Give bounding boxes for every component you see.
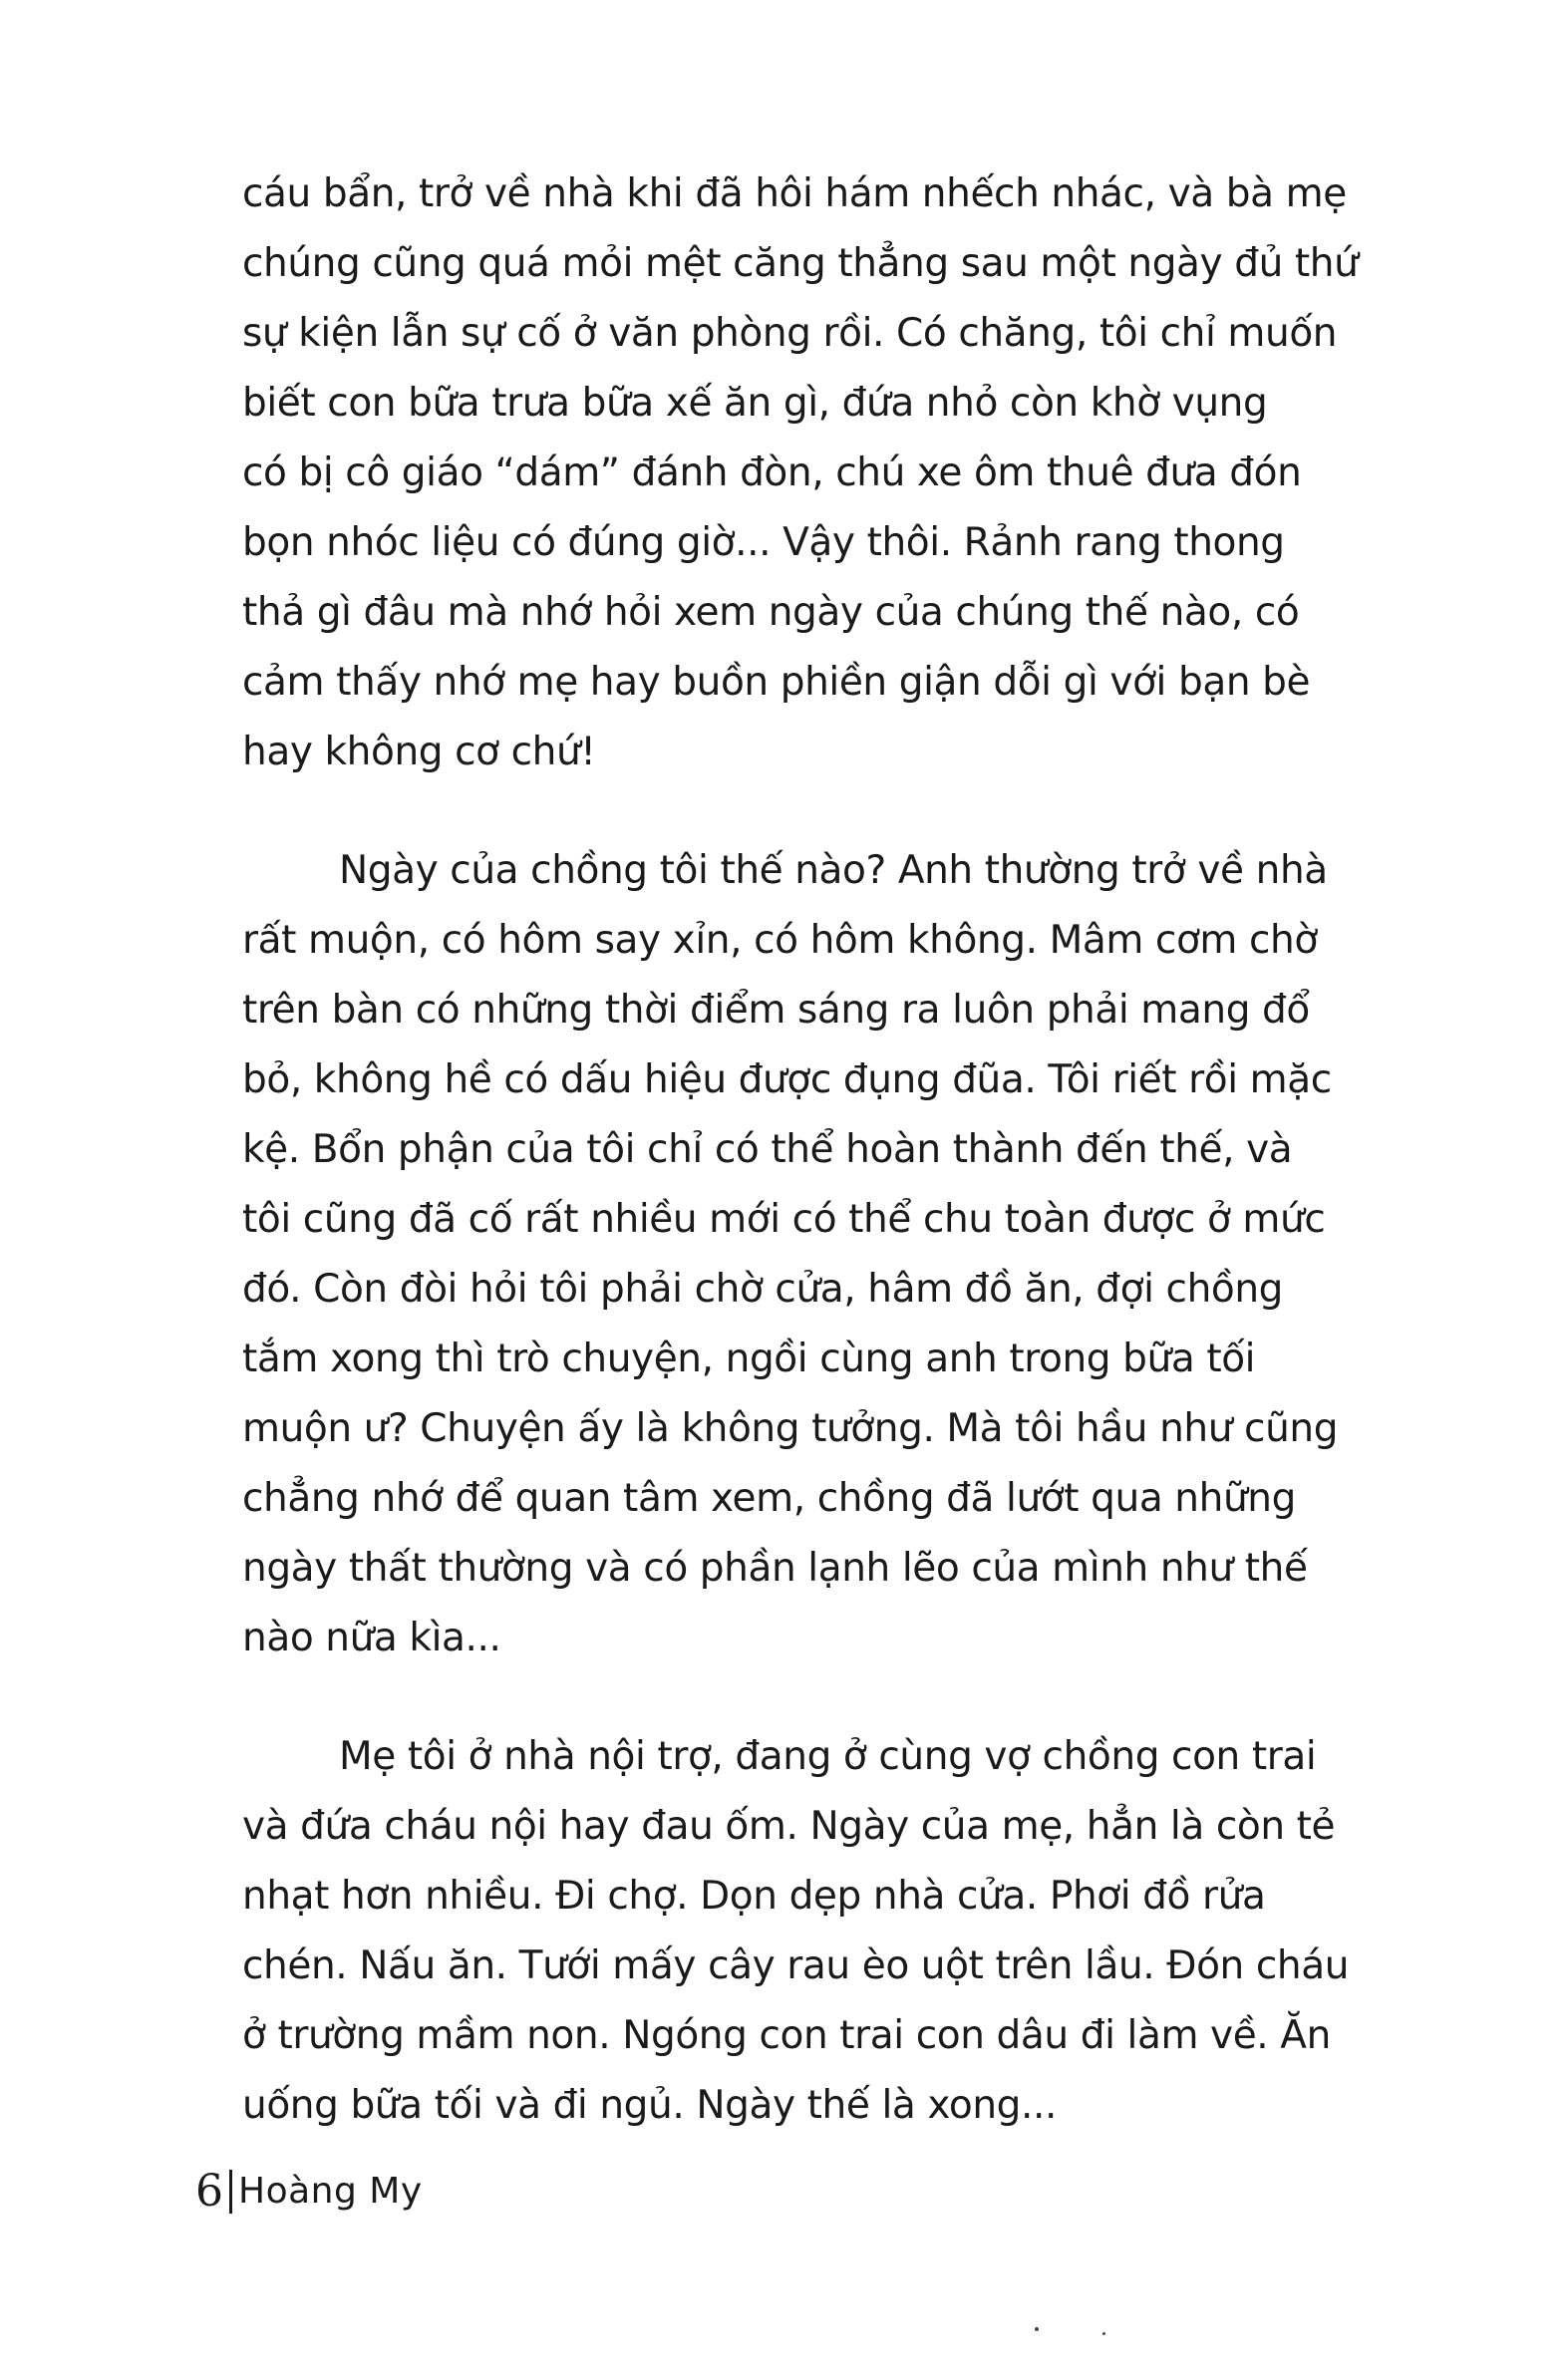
text-line: rất muộn, có hôm say xỉn, có hôm không. Mâm cơm chờ: [242, 918, 1318, 963]
text-line: chẳng nhớ để quan tâm xem, chồng đã lướt qua những: [242, 1476, 1296, 1521]
text-line: và đứa cháu nội hay đau ốm. Ngày của mẹ, hẳn là còn tẻ: [242, 1804, 1336, 1849]
text-line: chén. Nấu ăn. Tưới mấy cây rau èo uột trên lầu. Đón cháu: [242, 1943, 1350, 1988]
text-line: sự kiện lẫn sự cố ở văn phòng rồi. Có chăng, tôi chỉ muốn: [242, 311, 1338, 356]
text-line: biết con bữa trưa bữa xế ăn gì, đứa nhỏ còn khờ vụng: [242, 381, 1268, 426]
text-line: tôi cũng đã cố rất nhiều mới có thể chu toàn được ở mức: [242, 1197, 1326, 1242]
text-line: uống bữa tối và đi ngủ. Ngày thế là xong...: [242, 2083, 1057, 2128]
page-number: 6: [195, 2166, 223, 2217]
text-line: ngày thất thường và có phần lạnh lẽo của mình như thế: [242, 1546, 1308, 1591]
text-line: ở trường mầm non. Ngóng con trai con dâu đi làm về. Ăn: [242, 2013, 1331, 2058]
text-line: chúng cũng quá mỏi mệt căng thẳng sau một ngày đủ thứ: [242, 241, 1359, 286]
text-line: Ngày của chồng tôi thế nào? Anh thường trở về nhà: [339, 848, 1328, 893]
paragraph-gap: [242, 1673, 1329, 1722]
body-text: [242, 159, 1359, 2141]
text-line: nào nữa kìa...: [242, 1616, 501, 1660]
paragraph-2: [242, 836, 1339, 1673]
text-line: hay không cơ chứ!: [242, 730, 596, 774]
scan-speck: [1102, 2332, 1105, 2335]
text-line: nhạt hơn nhiều. Đi chợ. Dọn dẹp nhà cửa. Phơi đồ rửa: [242, 1874, 1266, 1919]
paragraph-gap: [242, 787, 1329, 836]
text-line: đó. Còn đòi hỏi tôi phải chờ cửa, hâm đồ ăn, đợi chồng: [242, 1267, 1284, 1312]
text-line: cảm thấy nhớ mẹ hay buồn phiền giận dỗi gì với bạn bè: [242, 660, 1311, 705]
scan-speck: [1035, 2327, 1039, 2331]
text-line: trên bàn có những thời điểm sáng ra luôn phải mang đổ: [242, 988, 1310, 1033]
text-line: bỏ, không hề có dấu hiệu được đụng đũa. Tôi riết rồi mặc: [242, 1057, 1332, 1102]
author-name: Hoàng My: [238, 2171, 423, 2212]
text-line: Mẹ tôi ở nhà nội trợ, đang ở cùng vợ chồng con trai: [339, 1734, 1317, 1779]
paragraph-3: [242, 1722, 1350, 2141]
text-line: cáu bẩn, trở về nhà khi đã hôi hám nhếch nhác, và bà mẹ: [242, 171, 1347, 216]
paragraph-1: [242, 159, 1359, 787]
text-line: tắm xong thì trò chuyện, ngồi cùng anh trong bữa tối: [242, 1337, 1256, 1381]
text-line: thả gì đâu mà nhớ hỏi xem ngày của chúng thế nào, có: [242, 590, 1300, 635]
page-footer: [195, 2165, 423, 2219]
text-line: có bị cô giáo “dám” đánh đòn, chú xe ôm thuê đưa đón: [242, 450, 1302, 495]
footer-divider: [229, 2170, 232, 2214]
text-line: muộn ư? Chuyện ấy là không tưởng. Mà tôi hầu như cũng: [242, 1406, 1339, 1451]
text-line: kệ. Bổn phận của tôi chỉ có thể hoàn thành đến thế, và: [242, 1127, 1293, 1172]
text-line: bọn nhóc liệu có đúng giờ... Vậy thôi. Rảnh rang thong: [242, 520, 1285, 565]
